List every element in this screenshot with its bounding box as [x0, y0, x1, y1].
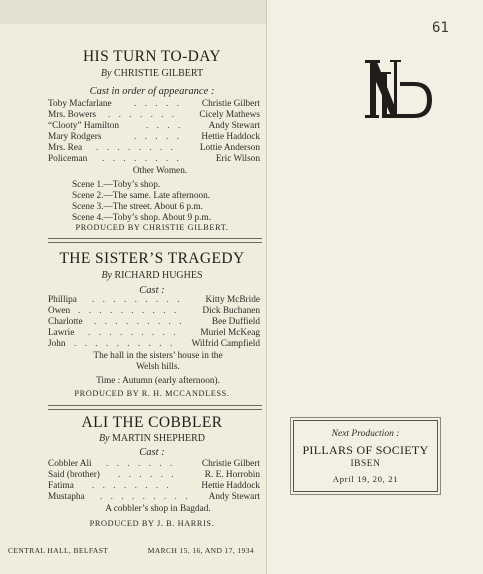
leader-dots: . . . . . . . . . .: [74, 339, 176, 349]
extra-cast-note: Other Women.: [132, 166, 188, 176]
play-author: RICHARD HUGHES: [114, 270, 203, 281]
author-prefix: By: [101, 270, 112, 281]
leader-dots: . . . . . . . . .: [88, 328, 179, 338]
cast-row: [48, 295, 260, 306]
leader-dots: . . . . . . . . .: [100, 492, 191, 502]
cast-heading: Cast in order of appearance :: [89, 86, 215, 97]
next-production-author: IBSEN: [350, 459, 381, 469]
leader-dots: . . . .: [146, 121, 184, 131]
cast-role: Mrs. Rea: [48, 143, 83, 153]
cast-actor: Lottie Anderson: [199, 143, 260, 153]
venue: CENTRAL HALL, BELFAST: [8, 546, 109, 555]
cast-actor: R. E. Horrobin: [204, 470, 260, 480]
cast-role: Owen: [48, 306, 71, 316]
cast-row: [48, 121, 260, 132]
setting-line: Welsh hills.: [136, 362, 180, 372]
cast-actor: Dick Buchanen: [202, 306, 260, 316]
cast-role: Phillipa: [48, 295, 77, 305]
author-prefix: By: [98, 433, 110, 444]
programme-column: [38, 0, 266, 574]
cast-actor: Christie Gilbert: [201, 99, 260, 109]
cast-actor: Andy Stewart: [208, 492, 260, 502]
next-production-label: Next Production :: [331, 429, 400, 439]
scene-line: Scene 1.—Toby’s shop.: [72, 180, 161, 190]
cast-actor: Muriel McKeag: [200, 328, 260, 338]
cast-row: [48, 328, 260, 339]
cast-row: [48, 339, 260, 350]
cast-role: Mary Rodgers: [48, 132, 102, 142]
cast-row: [48, 110, 260, 121]
cast-role: Toby Macfarlane: [48, 99, 112, 109]
scene-line: Scene 4.—Toby’s shop. About 9 p.m.: [72, 213, 212, 223]
cast-row: [48, 317, 260, 328]
leader-dots: . . . . . . .: [106, 459, 176, 469]
performance-dates: MARCH 15, 16, AND 17, 1934: [147, 546, 254, 555]
produced-by: PRODUCED BY J. B. HARRIS.: [89, 519, 215, 528]
section-divider: [48, 238, 262, 243]
cast-row: [48, 492, 260, 503]
leader-dots: . . . . .: [134, 132, 182, 142]
play-author-line: [38, 270, 266, 281]
play-author: CHRISTIE GILBERT: [113, 68, 204, 79]
cast-role: Cobbler Ali: [48, 459, 92, 469]
setting-line: The hall in the sisters’ house in the: [93, 351, 223, 361]
setting-line: A cobbler’s shop in Bagdad.: [105, 504, 211, 514]
play-title: ALI THE COBBLER: [81, 414, 223, 431]
leader-dots: . . . . . . .: [108, 110, 178, 120]
cast-actor: Bee Duffield: [211, 317, 260, 327]
play-author: MARTIN SHEPHERD: [112, 433, 206, 444]
cast-actor: Hettie Haddock: [201, 132, 260, 142]
time-line: Time : Autumn (early afternoon).: [96, 376, 220, 386]
produced-by: PRODUCED BY R. H. MCCANDLESS.: [74, 389, 230, 398]
leader-dots: . . . . . . . . . .: [78, 306, 180, 316]
cast-role: John: [48, 339, 66, 349]
play-title: HIS TURN TO-DAY: [82, 48, 222, 65]
cast-actor: Hettie Haddock: [201, 481, 260, 491]
programme-footer: [8, 546, 254, 558]
cast-role: “Clooty” Hamilton: [48, 121, 120, 131]
nld-monogram-logo: [362, 54, 436, 124]
scene-line: Scene 3.—The street. About 6 p.m.: [72, 202, 203, 212]
scene-line: Scene 2.—The same. Late afternoon.: [72, 191, 211, 201]
play-author-line: [38, 68, 266, 79]
cast-row: [48, 459, 260, 470]
cast-row: [48, 143, 260, 154]
leader-dots: . . . . . . . .: [96, 143, 176, 153]
leader-dots: . . . . . . . .: [92, 481, 172, 491]
cast-role: Mustapha: [48, 492, 85, 502]
produced-by: PRODUCED BY CHRISTIE GILBERT.: [75, 223, 229, 232]
cast-role: Policeman: [48, 154, 88, 164]
cast-row: [48, 470, 260, 481]
play-author-line: [38, 433, 266, 444]
page-number: 61: [432, 20, 449, 36]
cast-actor: Andy Stewart: [208, 121, 260, 131]
cast-row: [48, 306, 260, 317]
next-production-box: [293, 420, 438, 492]
cast-heading: Cast :: [139, 285, 165, 296]
leader-dots: . . . . . . . .: [102, 154, 182, 164]
author-prefix: By: [100, 68, 112, 79]
cast-role: Said (brother): [48, 470, 100, 480]
cast-actor: Eric Wilson: [215, 154, 260, 164]
cast-role: Mrs. Bowers: [48, 110, 97, 120]
cast-role: Charlotte: [48, 317, 83, 327]
cast-actor: Christie Gilbert: [201, 459, 260, 469]
leader-dots: . . . . .: [134, 99, 182, 109]
cast-role: Lawrie: [48, 328, 75, 338]
cast-row: [48, 99, 260, 110]
leader-dots: . . . . . . . . .: [94, 317, 185, 327]
page-fold: [266, 0, 267, 574]
section-divider: [48, 405, 262, 410]
cast-row: [48, 154, 260, 165]
cast-heading: Cast :: [139, 447, 165, 458]
next-production-title: PILLARS OF SOCIETY: [302, 443, 429, 457]
cast-actor: Wilfrid Campfield: [191, 339, 260, 349]
play-title: THE SISTER’S TRAGEDY: [59, 250, 245, 267]
leader-dots: . . . . . . . . .: [92, 295, 183, 305]
cast-actor: Cicely Mathews: [199, 110, 260, 120]
cast-row: [48, 481, 260, 492]
cast-role: Fatima: [48, 481, 74, 491]
cast-actor: Kitty McBride: [205, 295, 260, 305]
leader-dots: . . . . . .: [118, 470, 177, 480]
cast-row: [48, 132, 260, 143]
next-production-dates: April 19, 20, 21: [332, 474, 399, 484]
